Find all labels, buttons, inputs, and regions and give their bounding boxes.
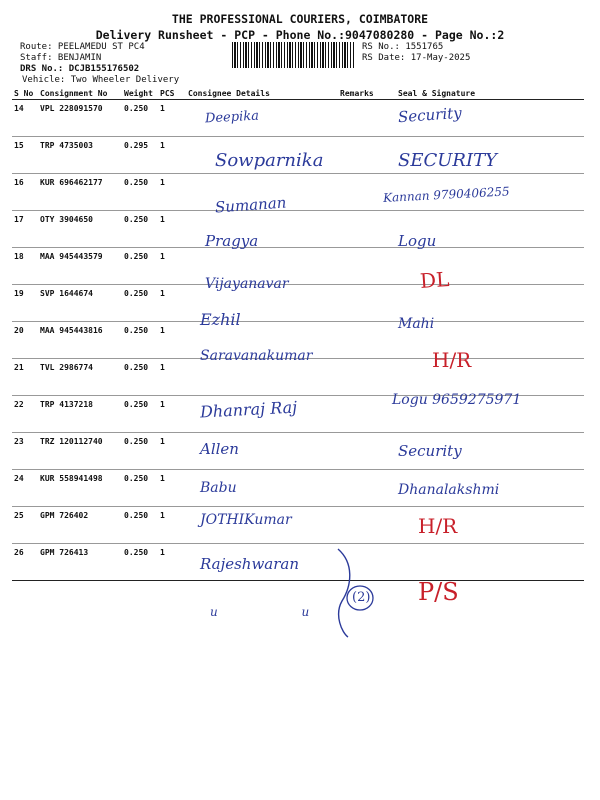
table-row	[12, 507, 584, 544]
cell-consignment: TRZ 120112740	[38, 433, 122, 470]
route-label: Route: PEELAMEDU ST PC4	[20, 42, 145, 52]
cell-pcs: 1	[158, 211, 186, 248]
cell-weight: 0.250	[122, 396, 158, 433]
cell-consignment: KUR 558941498	[38, 470, 122, 507]
handwritten-consignee: Vijayanavar	[205, 276, 289, 292]
handwritten-consignee: Rajeshwaran	[200, 555, 300, 573]
cell-remarks	[338, 285, 396, 322]
cell-weight: 0.250	[122, 174, 158, 211]
cell-consignment: MAA 945443579	[38, 248, 122, 285]
handwritten-consignee: Babu	[200, 480, 237, 496]
col-consignment: Consignment No	[38, 88, 122, 100]
cell-remarks	[338, 137, 396, 174]
col-signature: Seal & Signature	[396, 88, 584, 100]
cell-weight: 0.250	[122, 544, 158, 581]
handwritten-remark-dl: DL	[419, 267, 451, 293]
cell-weight: 0.250	[122, 100, 158, 137]
cell-consignee	[186, 359, 338, 396]
cell-signature	[396, 359, 584, 396]
cell-consignment: VPL 228091570	[38, 100, 122, 137]
cell-sno: 18	[12, 248, 38, 285]
table-row	[12, 359, 584, 396]
circle-mark	[340, 580, 380, 616]
cell-consignment: MAA 945443816	[38, 322, 122, 359]
table-row	[12, 211, 584, 248]
cell-weight: 0.250	[122, 248, 158, 285]
cell-pcs: 1	[158, 285, 186, 322]
handwritten-consignee: Deepika	[204, 108, 260, 127]
cell-sno: 14	[12, 100, 38, 137]
table-row	[12, 285, 584, 322]
cell-remarks	[338, 211, 396, 248]
cell-weight: 0.250	[122, 470, 158, 507]
cell-pcs: 1	[158, 433, 186, 470]
cell-sno: 19	[12, 285, 38, 322]
table-row	[12, 100, 584, 137]
cell-sno: 26	[12, 544, 38, 581]
col-pcs: PCS	[158, 88, 186, 100]
cell-sno: 16	[12, 174, 38, 211]
handwritten-consignee: Sowparnika	[215, 150, 324, 171]
cell-pcs: 1	[158, 137, 186, 174]
handwritten-consignee: Saravanakumar	[200, 348, 313, 364]
cell-consignment: GPM 726413	[38, 544, 122, 581]
cell-consignment: SVP 1644674	[38, 285, 122, 322]
col-weight: Weight	[122, 88, 158, 100]
cell-pcs: 1	[158, 322, 186, 359]
cell-weight: 0.250	[122, 322, 158, 359]
handwritten-signature: Dhanalakshmi	[398, 482, 500, 498]
cell-weight: 0.250	[122, 285, 158, 322]
vehicle-label: Vehicle: Two Wheeler Delivery	[22, 75, 180, 85]
handwritten-signature: Logu 9659275971	[392, 392, 522, 408]
cell-pcs: 1	[158, 359, 186, 396]
cell-remarks	[338, 322, 396, 359]
handwritten-signature: Logu	[398, 232, 437, 250]
cell-consignment: TRP 4137218	[38, 396, 122, 433]
table-row	[12, 248, 584, 285]
cell-pcs: 1	[158, 470, 186, 507]
handwritten-consignee: u u	[210, 605, 310, 619]
cell-remarks	[338, 100, 396, 137]
rs-date: RS Date: 17-May-2025	[362, 53, 471, 63]
handwritten-consignee: Sumanan	[214, 193, 287, 217]
handwritten-consignee: Pragya	[205, 232, 259, 250]
cell-signature	[396, 544, 584, 581]
cell-weight: 0.295	[122, 137, 158, 174]
cell-pcs: 1	[158, 396, 186, 433]
cell-sno: 20	[12, 322, 38, 359]
handwritten-remark-ps: P/S	[418, 578, 459, 606]
cell-consignment: GPM 726402	[38, 507, 122, 544]
handwritten-circle-note: (2)	[352, 590, 371, 605]
cell-sno: 23	[12, 433, 38, 470]
handwritten-signature: Security	[398, 442, 462, 460]
cell-weight: 0.250	[122, 433, 158, 470]
barcode	[232, 42, 354, 68]
cell-sno: 25	[12, 507, 38, 544]
handwritten-consignee: JOTHIKumar	[200, 512, 292, 528]
cell-consignment: TRP 4735003	[38, 137, 122, 174]
handwritten-signature: SECURITY	[398, 150, 497, 171]
cell-sno: 22	[12, 396, 38, 433]
handwritten-consignee: Dhanraj Raj	[199, 397, 298, 422]
cell-consignment: TVL 2986774	[38, 359, 122, 396]
handwritten-signature: Security	[397, 103, 463, 127]
cell-weight: 0.250	[122, 359, 158, 396]
cell-remarks	[338, 433, 396, 470]
handwritten-remark-hr: H/R	[418, 514, 458, 538]
handwritten-consignee: Allen	[200, 440, 239, 458]
cell-consignment: KUR 696462177	[38, 174, 122, 211]
cell-weight: 0.250	[122, 507, 158, 544]
runsheet-subtitle: Delivery Runsheet - PCP - Phone No.:9047080280 - Page No.:2	[95, 28, 505, 42]
handwritten-signature: Kannan 9790406255	[382, 184, 510, 205]
handwritten-signature: Mahi	[398, 316, 435, 332]
handwritten-consignee: Ezhil	[200, 310, 241, 329]
drs-label: DRS No.: DCJB155176502	[20, 64, 140, 74]
cell-sno: 21	[12, 359, 38, 396]
table-row	[12, 433, 584, 470]
cell-pcs: 1	[158, 544, 186, 581]
cell-remarks	[338, 396, 396, 433]
cell-remarks	[338, 470, 396, 507]
cell-pcs: 1	[158, 507, 186, 544]
col-consignee: Consignee Details	[186, 88, 338, 100]
col-remarks: Remarks	[338, 88, 396, 100]
cell-remarks	[338, 359, 396, 396]
cell-pcs: 1	[158, 100, 186, 137]
col-sno: S No	[12, 88, 38, 100]
cell-weight: 0.250	[122, 211, 158, 248]
cell-consignment: OTY 3904650	[38, 211, 122, 248]
company-title: THE PROFESSIONAL COURIERS, COIMBATORE	[171, 12, 429, 26]
cell-sno: 17	[12, 211, 38, 248]
rs-number: RS No.: 1551765	[362, 42, 444, 52]
cell-pcs: 1	[158, 248, 186, 285]
cell-sno: 24	[12, 470, 38, 507]
table-header-row	[12, 88, 584, 100]
cell-remarks	[338, 507, 396, 544]
cell-sno: 15	[12, 137, 38, 174]
handwritten-remark-hr: H/R	[432, 348, 472, 372]
staff-label: Staff: BENJAMIN	[20, 53, 102, 63]
cell-remarks	[338, 248, 396, 285]
cell-pcs: 1	[158, 174, 186, 211]
